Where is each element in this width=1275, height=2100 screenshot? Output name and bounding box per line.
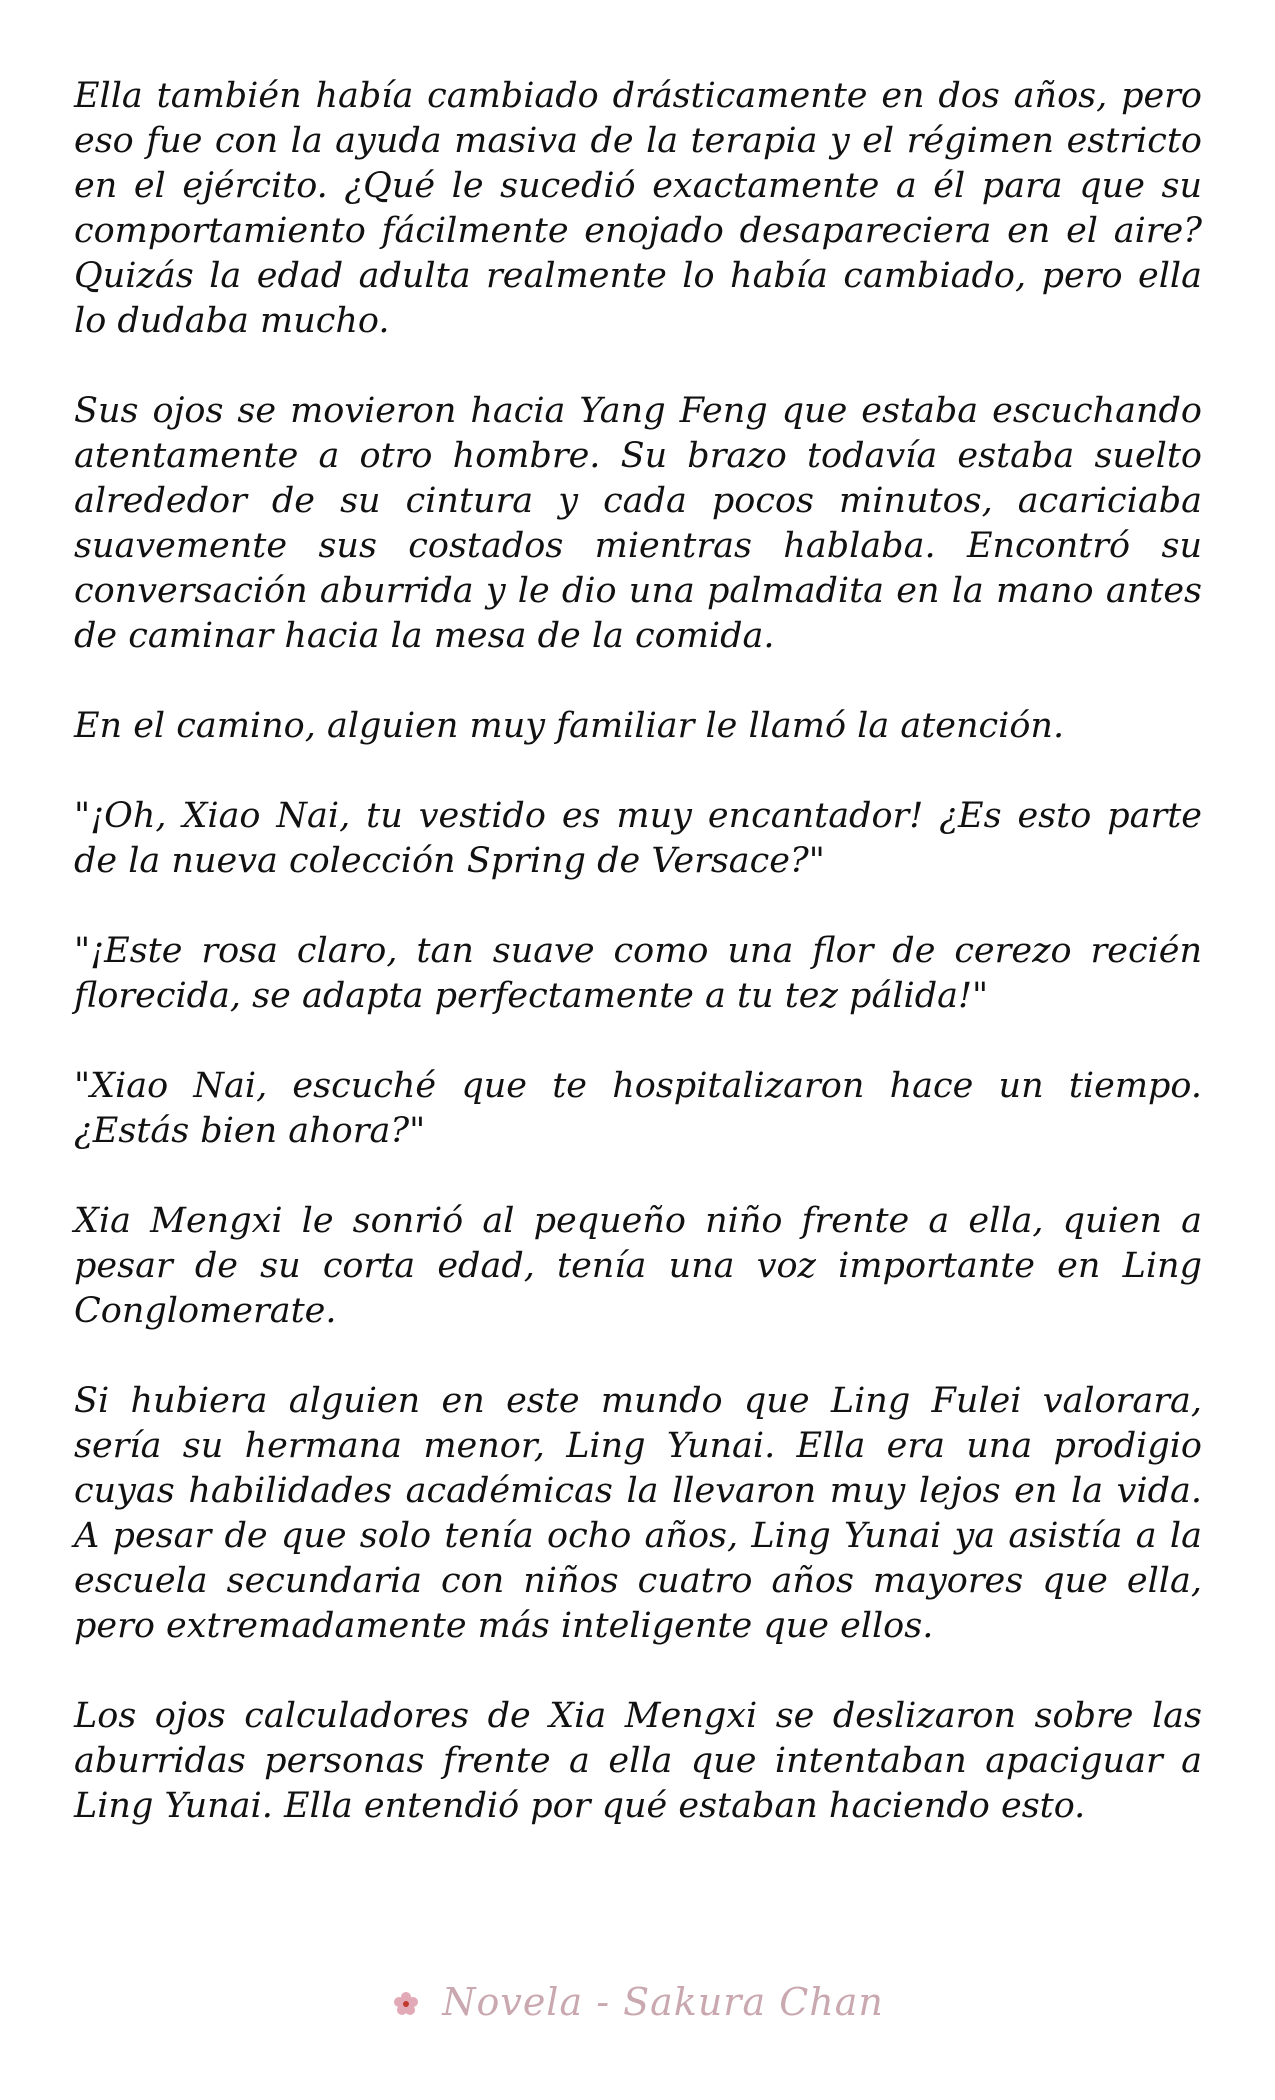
paragraph: "Xiao Nai, escuché que te hospitalizaron hace un tiempo. ¿Estás bien ahora?" <box>74 1066 1202 1151</box>
paragraph: Ella también había cambiado drásticamente en dos años, pero eso fue con la ayuda masiva de la terapia y el régimen estricto en el ejército. ¿Qué le sucedió exactamente a él para que su comportamiento fácilmente enojado desapareciera en el aire? Quizás la edad adulta realmente lo había cambiado, pero ella lo dudaba mucho. <box>74 76 1202 341</box>
paragraph: Los ojos calculadores de Xia Mengxi se deslizaron sobre las aburridas personas frente a ella que intentaban apaciguar a Ling Yunai. Ella entendió por qué estaban haciendo esto. <box>74 1696 1202 1826</box>
watermark-text: Novela - Sakura Chan <box>442 1980 884 2024</box>
story-text <box>74 74 1202 1829</box>
paragraph: Xia Mengxi le sonrió al pequeño niño frente a ella, quien a pesar de su corta edad, tenía una voz importante en Ling Conglomerate. <box>74 1201 1202 1331</box>
paragraph: En el camino, alguien muy familiar le llamó la atención. <box>74 706 1065 746</box>
paragraph: Sus ojos se movieron hacia Yang Feng que estaba escuchando atentamente a otro hombre. Su brazo todavía estaba suelto alrededor de su cintura y cada pocos minutos, acariciaba suavemente sus costados mientras hablaba. Encontró su conversación aburrida y le dio una palmadita en la mano antes de caminar hacia la mesa de la comida. <box>74 391 1202 656</box>
paragraph: "¡Oh, Xiao Nai, tu vestido es muy encantador! ¿Es esto parte de la nueva colección Spring de Versace?" <box>74 796 1202 881</box>
paragraph: "¡Este rosa claro, tan suave como una flor de cerezo recién florecida, se adapta perfectamente a tu tez pálida!" <box>74 931 1202 1016</box>
paragraph: Si hubiera alguien en este mundo que Ling Fulei valorara, sería su hermana menor, Ling Yunai. Ella era una prodigio cuyas habilidades académicas la llevaron muy lejos en la vida. A pesar de que solo tenía ocho años, Ling Yunai ya asistía a la escuela secundaria con niños cuatro años mayores que ella, pero extremadamente más inteligente que ellos. <box>74 1381 1202 1646</box>
watermark <box>0 1980 1275 2028</box>
cherry-blossom-icon <box>391 1984 421 2028</box>
